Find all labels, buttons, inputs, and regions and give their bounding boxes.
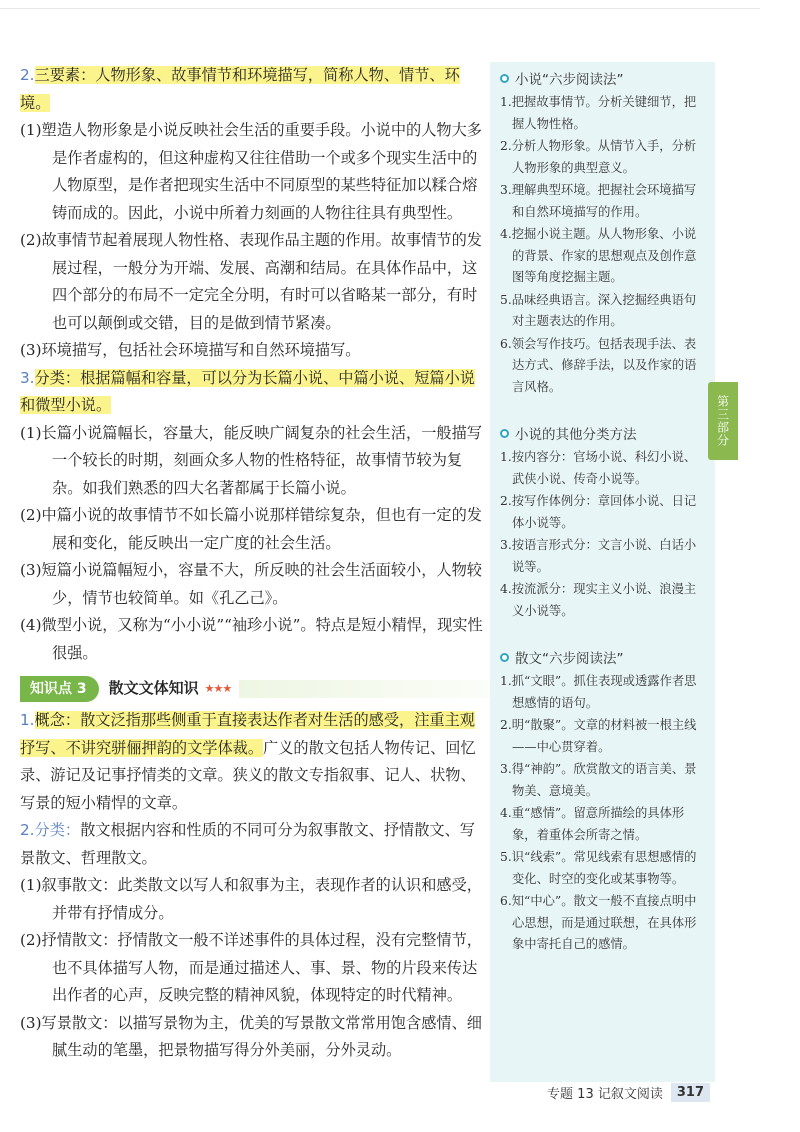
sidebar-list-item: 2.分析人物形象。从情节入手，分析人物形象的典型意义。 — [500, 139, 697, 175]
knowledge-point-header — [20, 675, 490, 703]
sidebar-list-item: 5.识“线索”。常见线索有思想感情的变化、时空的变化或某事物等。 — [500, 850, 697, 886]
bullet-circle-icon — [500, 653, 509, 662]
sidebar-title: 小说“六步阅读法” — [515, 72, 624, 88]
list-item: (2)中篇小说的故事情节不如长篇小说那样错综复杂，但也有一定的发展和变化，能反映出一定广度的社会生活。 — [20, 506, 482, 552]
list-item: (1)叙事散文：此类散文以写人和叙事为主，表现作者的认识和感受，并带有抒情成分。 — [20, 876, 482, 922]
sidebar-list — [500, 92, 705, 398]
body-text: 广义的散文包括人物传记、回忆录、游记及记事抒情类的文章。狭义的散文专指叙事、记人、状物、写景的短小精悍的文章。 — [20, 738, 476, 812]
page-footer — [547, 1083, 710, 1102]
highlighted-text: 散文泛指那些侧重于直接表达作者对生活的感受，注重主观抒写、不讲究骈俪押韵的文学体裁。 — [20, 711, 475, 757]
difficulty-stars: ★★★ — [204, 682, 232, 696]
part-tab: 第三部分 — [708, 382, 738, 460]
section-three-elements — [20, 62, 490, 117]
bullet-circle-icon — [500, 74, 509, 83]
sidebar-list-item: 3.理解典型环境。把握社会环境描写和自然环境描写的作用。 — [500, 183, 697, 219]
list-item: (3)短篇小说篇幅短小，容量不大，所反映的社会生活面较小，人物较少，情节也较简单。如《孔乙己》。 — [20, 561, 482, 607]
item-number: 2. — [20, 66, 35, 84]
list-item: (1)长篇小说篇幅长，容量大，能反映广阔复杂的社会生活，一般描写一个较长的时期，刻画众多人物的性格特征，故事情节较为复杂。如我们熟悉的四大名著都属于长篇小说。 — [20, 423, 482, 497]
sidebar-heading — [500, 68, 705, 88]
list-item: (2)故事情节起着展现人物性格、表现作品主题的作用。故事情节的发展过程，一般分为开端、发展、高潮和结局。在具体作品中，这四个部分的布局不一定完全分明，有时可以省略某一部分，有时也可以颠倒或交错，目的是做到情节紧凑。 — [20, 231, 482, 332]
sidebar-list-item: 1.按内容分：官场小说、科幻小说、武侠小说、传奇小说等。 — [500, 450, 697, 486]
sidebar-title: 散文“六步阅读法” — [515, 651, 624, 667]
sidebar-section-novel-reading — [490, 62, 715, 403]
sidebar-list-item: 6.领会写作技巧。包括表现手法、表达方式、修辞手法，以及作家的语言风格。 — [500, 336, 697, 394]
sidebar-list-item: 3.按语言形式分：文言小说、白话小说等。 — [500, 538, 697, 574]
heading-label: 分类： — [34, 821, 81, 839]
highlighted-text: 人物形象、故事情节和环境描写，简称人物、情节、环境。 — [20, 66, 460, 112]
list-item: (3)写景散文：以描写景物为主，优美的写景散文常常用饱含感情、细腻生动的笔墨，把景物描写得分外美丽，分外灵动。 — [20, 1013, 482, 1059]
sidebar-heading — [500, 423, 705, 443]
section-novel-classification — [20, 365, 490, 420]
sidebar-list-item: 6.知“中心”。散文一般不直接点明中心思想，而是通过联想，在具体形象中寄托自己的感情。 — [500, 894, 697, 951]
list-item: (2)抒情散文：抒情散文一般不详述事件的具体过程，没有完整情节，也不具体描写人物，而是通过描述人、事、景、物的片段来传达出作者的心声，反映完整的精神风貌，体现特定的时代精神。 — [20, 931, 482, 1004]
sidebar-list-item: 2.按写作体例分：章回体小说、日记体小说等。 — [500, 494, 697, 530]
knowledge-point-title: 散文文体知识 — [108, 679, 199, 698]
sidebar-title: 小说的其他分类方法 — [515, 427, 637, 443]
sidebar-list-item: 4.重“感情”。留意所描绘的具体形象，着重体会所寄之情。 — [500, 806, 685, 842]
main-column — [20, 62, 490, 1065]
footer-topic: 专题 13 记叙文阅读 — [547, 1087, 663, 1102]
header-decoration — [239, 680, 490, 698]
sidebar-list — [500, 447, 705, 622]
knowledge-point-badge: 知识点 3 — [20, 676, 99, 702]
sidebar-list-item: 4.挖掘小说主题。从人物形象、小说的背景、作家的思想观点及创作意图等角度挖掘主题。 — [500, 227, 697, 284]
page-number: 317 — [671, 1083, 710, 1102]
sidebar-list-item: 1.把握故事情节。分析关键细节，把握人物性格。 — [500, 95, 697, 131]
sidebar-list-item: 4.按流派分：现实主义小说、浪漫主义小说等。 — [500, 582, 697, 618]
top-rule — [0, 8, 760, 9]
section-essay-classification — [20, 817, 490, 872]
heading-label: 概念： — [34, 711, 81, 729]
sidebar-list-item: 5.品味经典语言。深入挖掘经典语句对主题表达的作用。 — [500, 292, 697, 328]
sidebar-notes — [490, 62, 715, 1082]
item-number: 3. — [20, 368, 35, 387]
item-number: 2. — [20, 821, 35, 839]
heading-label: 三要素： — [34, 66, 96, 84]
sidebar-list-item: 2.明“散聚”。文章的材料被一根主线——中心贯穿着。 — [500, 718, 697, 754]
heading-label: 分类： — [34, 368, 81, 387]
sidebar-list — [500, 671, 705, 956]
bullet-circle-icon — [500, 429, 509, 438]
sidebar-list-item: 1.抓“文眼”。抓住表现或透露作者思想感情的语句。 — [500, 674, 697, 710]
list-item: (4)微型小说，又称为“小小说”“袖珍小说”。特点是短小精悍，现实性很强。 — [20, 616, 483, 662]
section-essay-concept — [20, 707, 490, 817]
highlighted-text: 根据篇幅和容量，可以分为长篇小说、中篇小说、短篇小说和微型小说。 — [20, 368, 475, 414]
list-item: (3)环境描写，包括社会环境描写和自然环境描写。 — [20, 341, 361, 359]
sidebar-section-essay-reading — [490, 641, 715, 961]
list-item: (1)塑造人物形象是小说反映社会生活的重要手段。小说中的人物大多是作者虚构的，但这种虚构又往往借助一个或多个现实生活中的人物原型，是作者把现实生活中不同原型的某些特征加以糅合熔铸而成的。因此，小说中所着力刻画的人物往往具有典型性。 — [20, 121, 482, 222]
sidebar-heading — [500, 647, 705, 667]
item-number: 1. — [20, 711, 35, 729]
sidebar-list-item: 3.得“神韵”。欣赏散文的语言美、景物美、意境美。 — [500, 762, 697, 798]
body-text: 散文根据内容和性质的不同可分为叙事散文、抒情散文、写景散文、哲理散文。 — [20, 821, 475, 867]
sidebar-section-novel-classification — [490, 417, 715, 627]
